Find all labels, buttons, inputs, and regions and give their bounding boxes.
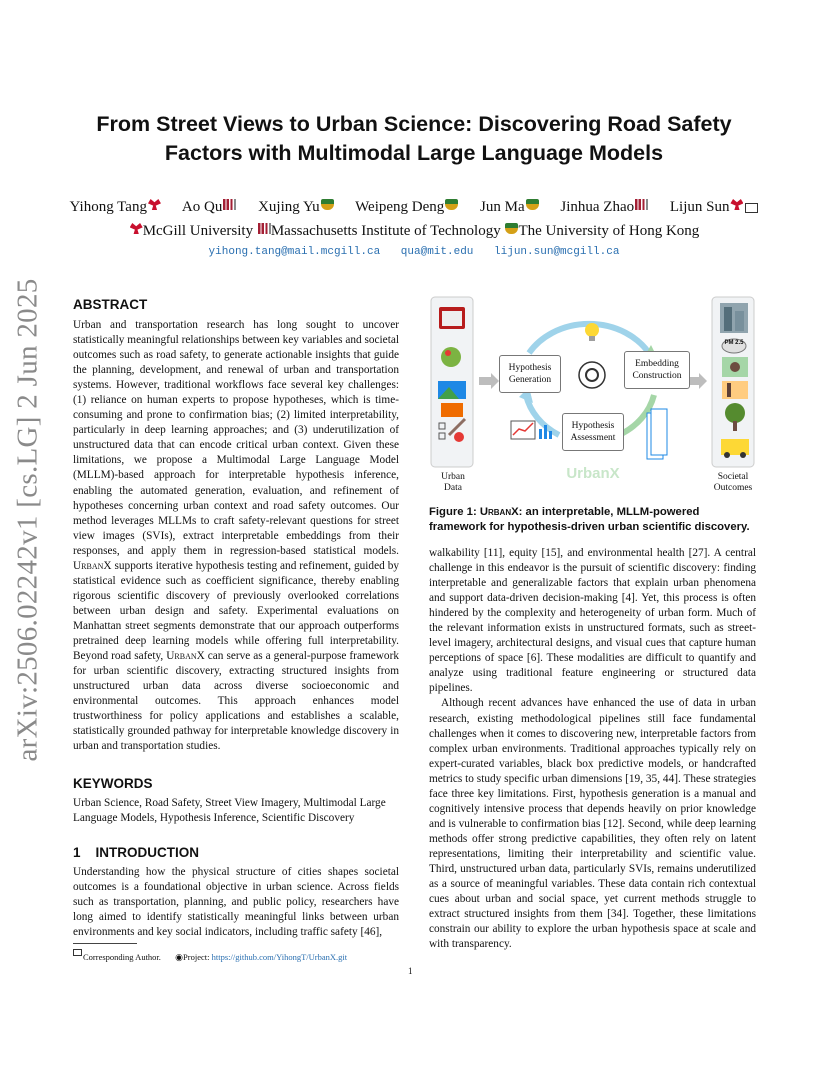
email-link[interactable]: lijun.sun@mcgill.ca	[494, 246, 620, 258]
hypothesis-generation-box	[499, 355, 561, 393]
figure-caption	[429, 505, 756, 535]
hku-logo-icon	[445, 199, 458, 210]
intro-left-text: Understanding how the physical structure of cities shapes societal outcomes is a foundational objective in urban science. Across fields such as transportation, planning, and public policy, researchers have long aimed to identify statistically meaningful links between urban environments and key social indicators, including traffic safety [46],	[73, 866, 399, 939]
hypothesis-assessment-box	[562, 413, 624, 451]
hypothesis-assessment-label: Hypothesis Assessment	[570, 421, 616, 443]
hku-logo-icon	[321, 199, 334, 210]
caption-text: : an interpretable, MLLM-powered framework for hypothesis-driven urban scientific discovery.	[429, 506, 750, 533]
mit-logo-icon	[635, 199, 648, 210]
keywords-heading: KEYWORDS	[73, 776, 153, 791]
embedding-construction-box	[624, 351, 690, 389]
abstract-text: supports iterative hypothesis testing and refinement, guided by statistical evidence such as coefficient significance, thereby enabling rigorous scientific discovery of previously overlooked correlations between urban design and safety. Experimental evaluations on Manhattan street segments demonstrate that our approach outperforms pretrained deep learning models while offering full interpretability. Beyond road safety,	[73, 559, 399, 663]
urbanx-logo: UrbanX	[566, 465, 620, 482]
paragraph: walkability [11], equity [15], and environmental health [27]. A central challenge in this endeavor is the pursuit of scientific discovery: finding interpretable and generalizable factors that explain urban phenomena and support data-driven decision-making [4]. Yet, this process is often hindered by the complexity and heterogeneity of urban form. Much of the relevant information exists in unstructured formats, such as street-level imagery, architectural designs, and visual cues that capture human perceptions of space [6]. These modalities are difficult to quantify and analyze using traditional feature engineering or structured data pipelines.	[429, 547, 756, 695]
caption-urbanx: UrbanX	[479, 506, 519, 518]
mit-logo-icon	[258, 223, 271, 234]
footnote-rule	[73, 943, 137, 944]
abstract-body	[73, 318, 399, 754]
mcgill-logo-icon	[148, 199, 161, 210]
hypothesis-generation-label: Hypothesis Generation	[508, 363, 552, 385]
urban-data-label: Urban Data	[441, 472, 465, 493]
arxiv-stamp-text: arXiv:2506.02242v1 [cs.LG] 2 Jun 2025	[11, 278, 44, 762]
affiliation: Massachusetts Institute of Technology	[270, 223, 501, 239]
hku-logo-icon	[505, 223, 518, 234]
mit-logo-icon	[223, 199, 236, 210]
intro-right-text	[429, 546, 756, 952]
page-number: 1	[408, 966, 413, 976]
affiliation-list	[40, 220, 788, 242]
mcgill-logo-icon	[730, 199, 743, 210]
abstract-text: Urban and transportation research has long sought to uncover statistically meaningful relationships between key variables and societal outcomes such as road safety, to generate actionable insights that guide the planning, development, and renewal of urban and transportation systems. However, traditional workflows face several key challenges: (1) reliance on human experts to propose hypotheses, which is time-consuming and prone to confirmation bias; (2) limited interpretability, particularly in deep learning approaches; and (3) underutilization of unstructured data that can encode critical urban context. Given these limitations, we propose a Multimodal Large Language Model (MLLM)-based approach for interpretable hypothesis inference, enabling the automated generation, evaluation, and refinement of hypotheses concerning urban context and road safety outcomes. Our method leverages MLLMs to craft safety-relevant questions for street view images (SVIs), extract interpretable embeddings from their responses, and apply them in regression-based statistical models.	[73, 319, 399, 557]
email-link[interactable]: yihong.tang@mail.mcgill.ca	[208, 246, 381, 258]
author-list	[40, 196, 788, 218]
author: Ao Qu	[181, 199, 223, 215]
embedding-construction-label: Embedding Construction	[632, 359, 682, 381]
footnote-corresponding: Corresponding Author.	[83, 951, 161, 962]
email-link[interactable]: qua@mit.edu	[400, 246, 474, 258]
email-list	[40, 246, 788, 258]
caption-prefix: Figure 1:	[429, 506, 480, 518]
paper-title	[60, 110, 768, 168]
arxiv-stamp	[6, 278, 50, 762]
github-icon: ◉	[175, 951, 184, 962]
urbanx-name: UrbanX	[166, 650, 205, 663]
author: Yihong Tang	[69, 199, 147, 215]
intro-heading: 1 INTRODUCTION	[73, 845, 200, 860]
affiliation: McGill University	[142, 223, 254, 239]
mcgill-logo-icon	[130, 223, 143, 234]
project-link[interactable]: https://github.com/YihongT/UrbanX.git	[211, 951, 348, 962]
affiliation: The University of Hong Kong	[518, 223, 700, 239]
figure-1	[429, 295, 756, 500]
envelope-icon	[73, 949, 82, 956]
abstract-text: can serve as a general-purpose framework for urban scientific discovery, extracting structured insights from unstructured urban data across diverse socioeconomic and environmental outcomes. This approach enhances model trustworthiness for policy applications and establishes a scalable, statistically grounded pathway for interpretable knowledge discovery in urban and transportation studies.	[73, 650, 399, 753]
envelope-icon	[745, 203, 758, 213]
paragraph: Although recent advances have enhanced the use of data in urban research, existing methodological pipelines still face fundamental challenges when it comes to discovering new, interpretable factors from complex urban environments. Traditional approaches typically rely on expert-curated variables, black box predictive models, or handcrafted metrics to study specific urban dimensions [19, 35, 44]. These strategies face three key limitations. First, hypothesis generation is a manual and cognitively intensive process that depends heavily on prior knowledge and is vulnerable to confirmation bias [12]. Second, while deep learning methods offer strong predictive capabilities, they often rely on latent representations, limiting their interpretability and scientific value. Third, unstructured urban data, particularly SVIs, remains underutilized as a source of meaningful variables. These data contain rich contextual cues about urban and social space, yet current methods struggle to extract structured insights from them [34]. Together, these limitations constrain our ability to explore the urban hypothesis space at scale and with transparency.	[429, 697, 756, 951]
author: Xujing Yu	[258, 199, 320, 215]
footnote	[73, 949, 347, 963]
author: Jun Ma	[480, 199, 525, 215]
abstract-heading: ABSTRACT	[73, 297, 148, 312]
pm25-label: PM 2.5	[724, 340, 744, 346]
author: Lijun Sun	[669, 199, 730, 215]
author: Weipeng Deng	[355, 199, 445, 215]
title-line-1: From Street Views to Urban Science: Discovering Road Safety	[96, 112, 732, 136]
title-line-2: Factors with Multimodal Large Language Models	[164, 141, 664, 165]
hku-logo-icon	[526, 199, 539, 210]
footnote-project-label: Project:	[183, 951, 210, 962]
societal-outcomes-label: Societal Outcomes	[713, 472, 753, 493]
keywords-text: Urban Science, Road Safety, Street View Imagery, Multimodal Large Language Models, Hypothesis Inference, Scientific Discovery	[73, 797, 386, 825]
author: Jinhua Zhao	[560, 199, 635, 215]
urbanx-name: UrbanX	[73, 559, 112, 572]
